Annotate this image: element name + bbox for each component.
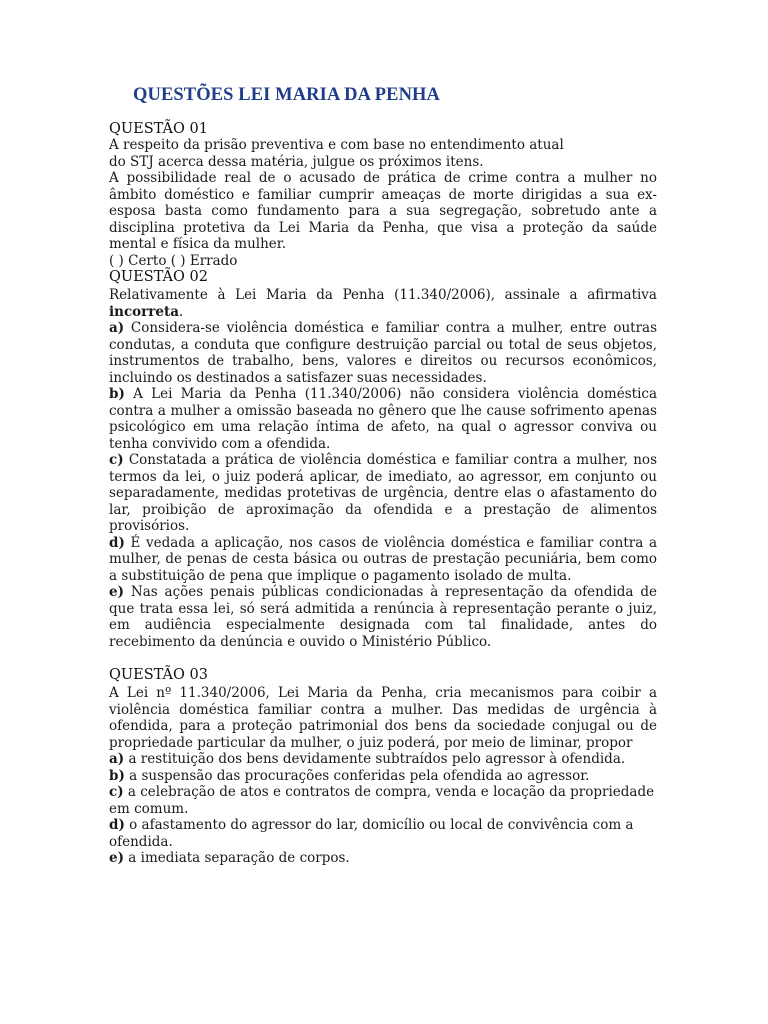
option-text: Constatada a prática de violência doméstica e familiar contra a mulher, nos termos da lei, o juiz poderá aplicar, de imediato, ao agressor, em conjunto ou separadamente, medidas protetivas de urgência, dentre elas o afastamento do lar, proibição de aproximação da ofendida e a prestação de alimentos provisórios. <box>109 452 657 534</box>
question-1-line: do STJ acerca dessa matéria, julgue os próximos itens. <box>109 153 484 170</box>
question-2-body <box>109 287 657 650</box>
option-text: É vedada a aplicação, nos casos de violência doméstica e familiar contra a mulher, de penas de cesta básica ou outras de prestação pecuniária, bem como a substituição de pena que implique o pagamento isolado de multa. <box>109 534 657 584</box>
option-text: A Lei Maria da Penha (11.340/2006) não considera violência doméstica contra a mulher a omissão baseada no gênero que lhe cause sofrimento apenas psicológico em uma relação íntima de afeto, na qual o agressor conviva ou tenha convivido com a ofendida. <box>109 386 658 452</box>
question-2-option-d <box>109 535 657 585</box>
option-letter: d) <box>109 534 125 551</box>
question-2-intro-end: . <box>178 303 184 320</box>
question-3-option-b <box>109 768 657 785</box>
question-2-heading: QUESTÃO 02 <box>109 269 208 285</box>
option-text: o afastamento do agressor do lar, domicílio ou local de convivência com a ofendida. <box>109 817 634 850</box>
question-2-option-b <box>109 386 657 452</box>
option-text: a suspensão das procurações conferidas pela ofendida ao agressor. <box>129 767 590 784</box>
question-2-intro-text: Relativamente à Lei Maria da Penha (11.340/2006), assinale a afirmativa <box>109 287 657 303</box>
question-1-body <box>109 137 657 269</box>
question-2-option-c <box>109 452 657 535</box>
question-2-intro <box>109 287 657 320</box>
question-1-line: A respeito da prisão preventiva e com base no entendimento atual <box>109 137 564 153</box>
question-2-intro-bold: incorreta <box>109 303 179 320</box>
question-3-option-c <box>109 784 657 817</box>
option-letter: d) <box>109 817 125 833</box>
question-2-option-e <box>109 584 657 650</box>
question-1-answer-options: ( ) Certo ( ) Errado <box>109 252 238 269</box>
option-text: a celebração de atos e contratos de compra, venda e locação da propriedade em comum. <box>109 784 655 817</box>
option-letter: a) <box>109 320 125 336</box>
option-text: Considera-se violência doméstica e familiar contra a mulher, entre outras condutas, a conduta que configure destruição parcial ou total de seus objetos, instrumentos de trabalho, bens, valores e direitos ou recursos econômicos, incluindo os destinados a satisfazer suas necessidades. <box>109 320 658 386</box>
document-title: QUESTÕES LEI MARIA DA PENHA <box>133 85 440 105</box>
question-3-option-a <box>109 751 657 768</box>
option-letter: a) <box>109 751 125 767</box>
option-letter: e) <box>109 584 124 600</box>
option-letter: e) <box>109 850 124 866</box>
option-text: Nas ações penais públicas condicionadas à representação da ofendida de que trata essa lei, só será admitida a renúncia à representação perante o juiz, em audiência especialmente designada com tal finalidade, antes do recebimento da denúncia e ouvido o Ministério Público. <box>109 584 657 650</box>
question-2-option-a <box>109 320 657 386</box>
question-3-body <box>109 685 657 867</box>
option-text: a imediata separação de corpos. <box>128 850 350 866</box>
question-3-option-e <box>109 850 657 867</box>
question-3-intro: A Lei nº 11.340/2006, Lei Maria da Penha, cria mecanismos para coibir a violência doméstica familiar contra a mulher. Das medidas de urgência à ofendida, para a proteção patrimonial dos bens da sociedade conjugal ou de propriedade particular da mulher, o juiz poderá, por meio de liminar, propor <box>109 685 657 751</box>
question-3-heading: QUESTÃO 03 <box>109 667 208 683</box>
question-1-statement: A possibilidade real de o acusado de prática de crime contra a mulher no âmbito doméstico e familiar cumprir ameaças de morte dirigidas a sua ex-esposa basta como fundamento para a sua segregação, sobretudo ante a disciplina protetiva da Lei Maria da Penha, que visa a proteção da saúde mental e física da mulher. <box>109 170 657 252</box>
option-letter: b) <box>109 767 125 784</box>
option-letter: c) <box>109 784 124 800</box>
option-text: a restituição dos bens devidamente subtraídos pelo agressor à ofendida. <box>128 751 626 767</box>
option-letter: c) <box>109 452 124 468</box>
option-letter: b) <box>109 386 125 402</box>
question-3-option-d <box>109 817 657 850</box>
question-1-heading: QUESTÃO 01 <box>109 121 208 137</box>
